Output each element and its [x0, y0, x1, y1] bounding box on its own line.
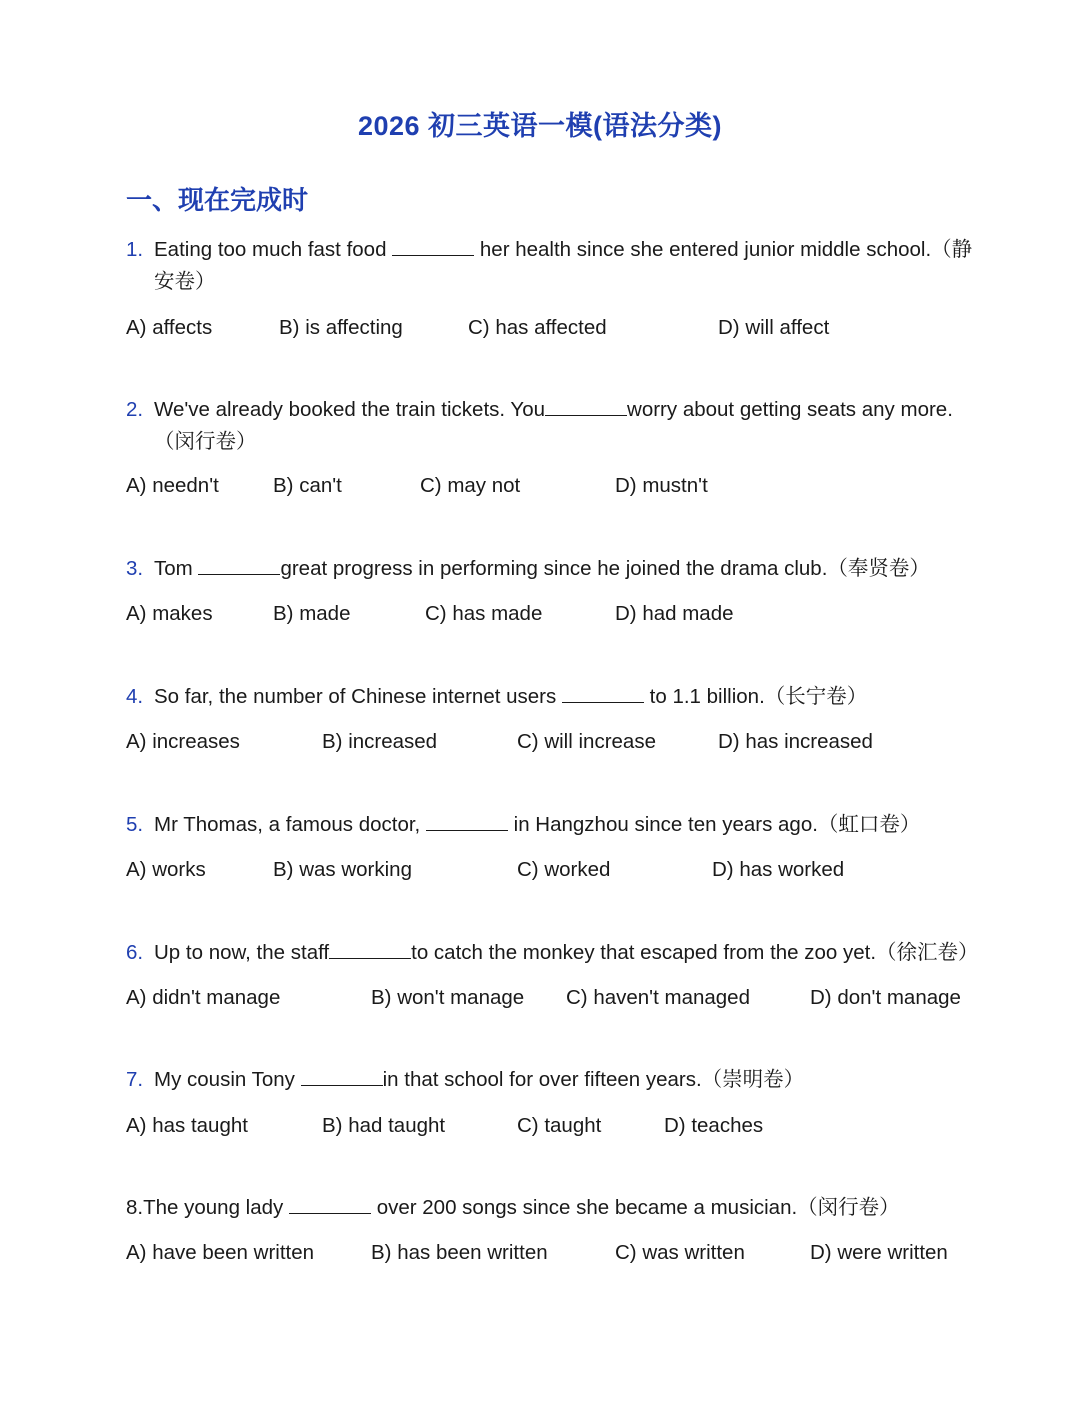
question-text-after-blank: to catch the monkey that escaped from the zoo yet.（徐汇卷） [411, 941, 979, 964]
question-number: 3. [126, 557, 144, 580]
question-text-before-blank: Mr Thomas, a famous doctor, [154, 813, 421, 836]
answer-blank [329, 940, 411, 959]
question-number: 5. [126, 813, 144, 836]
option-d: D) will affect [718, 316, 830, 339]
option-a: A) makes [126, 602, 213, 625]
answer-blank [426, 812, 508, 831]
option-a: A) affects [126, 316, 213, 339]
option-c: C) will increase [517, 730, 656, 753]
question-text-after-blank: great progress in performing since he joined the drama club.（奉贤卷） [280, 557, 930, 580]
option-b: B) has been written [371, 1241, 548, 1264]
question-8 [126, 1192, 1026, 1224]
option-a: A) works [126, 858, 206, 881]
option-b: B) increased [322, 730, 438, 753]
option-c: C) taught [517, 1114, 602, 1137]
option-b: B) made [273, 602, 351, 625]
section-title: 一、现在完成时 [126, 185, 309, 215]
option-c: C) may not [420, 474, 521, 497]
answer-blank [289, 1195, 371, 1214]
option-a: A) needn't [126, 474, 219, 497]
answer-blank [545, 397, 627, 416]
question-text-continued: （闵行卷） [154, 430, 257, 453]
question-7 [126, 1064, 1026, 1096]
question-number: 4. [126, 685, 144, 708]
question-text-before-blank: The young lady [143, 1196, 284, 1219]
option-b: B) can't [273, 474, 342, 497]
document-title: 2026 初三英语一模(语法分类) [357, 111, 723, 141]
option-c: C) worked [517, 858, 611, 881]
option-b: B) was working [273, 858, 412, 881]
question-5 [126, 809, 1026, 841]
question-text-before-blank: Up to now, the staff [154, 941, 330, 964]
question-number: 7. [126, 1068, 144, 1091]
question-text-after-blank: worry about getting seats any more. [627, 398, 953, 421]
question-text-before-blank: So far, the number of Chinese internet users [154, 685, 557, 708]
question-6 [126, 937, 1056, 969]
question-number: 8. [126, 1196, 144, 1219]
option-d: D) has worked [712, 858, 845, 881]
option-d: D) had made [615, 602, 734, 625]
option-b: B) had taught [322, 1114, 446, 1137]
question-text-before-blank: My cousin Tony [154, 1068, 295, 1091]
question-text-after-blank: in Hangzhou since ten years ago.（虹口卷） [513, 813, 921, 836]
answer-blank [301, 1067, 383, 1086]
option-a: A) didn't manage [126, 986, 281, 1009]
question-4 [126, 681, 1026, 713]
question-number: 2. [126, 398, 144, 421]
option-d: D) don't manage [810, 986, 961, 1009]
question-text-continued: 安卷） [154, 270, 216, 293]
question-text-after-blank: over 200 songs since she became a musician.（闵行卷） [376, 1196, 900, 1219]
option-c: C) haven't managed [566, 986, 750, 1009]
question-text-before-blank: We've already booked the train tickets. You [154, 398, 546, 421]
question-text-before-blank: Eating too much fast food [154, 238, 387, 261]
option-c: C) has affected [468, 316, 607, 339]
question-2 [126, 394, 1026, 458]
option-c: C) was written [615, 1241, 745, 1264]
question-number: 1. [126, 238, 144, 261]
question-number: 6. [126, 941, 144, 964]
answer-blank [562, 684, 644, 703]
answer-blank [392, 237, 474, 256]
question-text-after-blank: in that school for over fifteen years.（崇明卷） [382, 1068, 805, 1091]
question-text-after-blank: her health since she entered junior middle school.（静 [479, 238, 973, 261]
option-c: C) has made [425, 602, 543, 625]
answer-blank [198, 556, 280, 575]
option-d: D) were written [810, 1241, 948, 1264]
option-b: B) is affecting [279, 316, 403, 339]
option-d: D) has increased [718, 730, 873, 753]
question-1 [126, 234, 1026, 298]
question-text-after-blank: to 1.1 billion.（长宁卷） [649, 685, 868, 708]
option-d: D) teaches [664, 1114, 764, 1137]
option-d: D) mustn't [615, 474, 708, 497]
question-text-before-blank: Tom [154, 557, 193, 580]
question-3 [126, 553, 1026, 585]
option-a: A) has taught [126, 1114, 248, 1137]
option-a: A) increases [126, 730, 240, 753]
option-a: A) have been written [126, 1241, 315, 1264]
option-b: B) won't manage [371, 986, 525, 1009]
